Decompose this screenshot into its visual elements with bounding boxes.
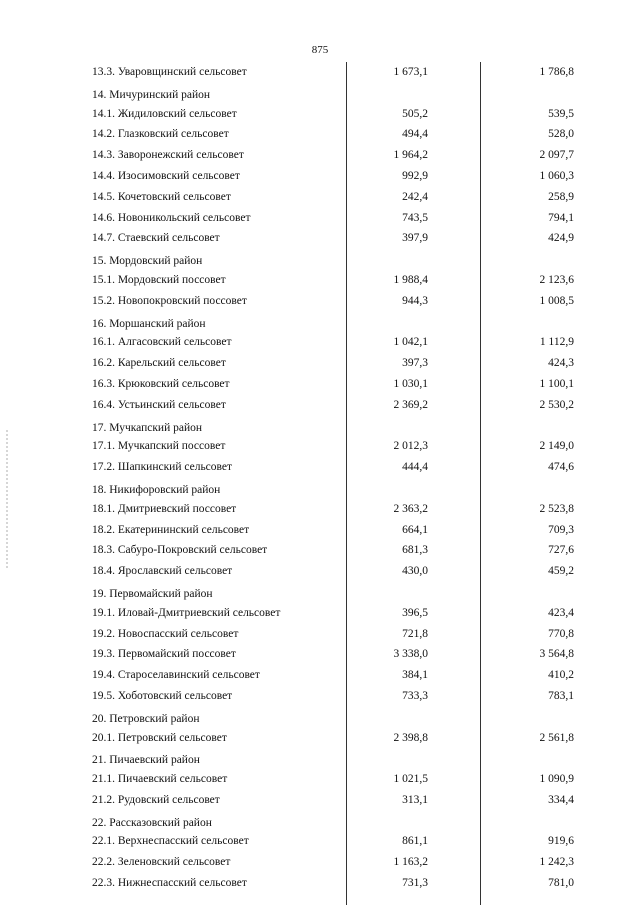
row-name: 19. Первомайский район bbox=[92, 587, 213, 600]
row-name: 18. Никифоровский район bbox=[92, 483, 221, 496]
table-row bbox=[0, 624, 640, 645]
row-value-1: 1 988,4 bbox=[393, 273, 428, 286]
district-heading-row bbox=[0, 416, 640, 437]
row-value-2: 459,2 bbox=[548, 565, 574, 578]
row-value-2: 794,1 bbox=[548, 211, 574, 224]
table-row bbox=[0, 353, 640, 374]
table-row bbox=[0, 332, 640, 353]
row-value-2: 424,9 bbox=[548, 232, 574, 245]
table-row bbox=[0, 499, 640, 520]
row-name: 17.2. Шапкинский сельсовет bbox=[92, 461, 233, 474]
row-value-1: 944,3 bbox=[402, 294, 428, 307]
row-value-2: 539,5 bbox=[548, 107, 574, 120]
row-value-2: 727,6 bbox=[548, 544, 574, 557]
district-heading-row bbox=[0, 707, 640, 728]
page-number: 875 bbox=[311, 44, 329, 56]
row-name: 22.2. Зеленовский сельсовет bbox=[92, 856, 231, 869]
row-name: 13.3. Уваровщинский сельсовет bbox=[92, 66, 247, 78]
table-row bbox=[0, 686, 640, 707]
table-row bbox=[0, 124, 640, 145]
row-name: 14.3. Заворонежский сельсовет bbox=[92, 149, 244, 162]
row-value-2: 528,0 bbox=[548, 128, 574, 141]
table-row bbox=[0, 145, 640, 166]
row-name: 17.1. Мучкапский поссовет bbox=[92, 440, 226, 453]
row-value-1: 721,8 bbox=[402, 627, 428, 640]
row-name: 14. Мичуринский район bbox=[92, 88, 211, 101]
row-value-2: 1 242,3 bbox=[539, 856, 574, 869]
row-value-2: 1 008,5 bbox=[539, 294, 574, 307]
table-row bbox=[0, 603, 640, 624]
table-row bbox=[0, 374, 640, 395]
row-value-1: 430,0 bbox=[402, 565, 428, 578]
row-value-2: 334,4 bbox=[548, 793, 574, 806]
table-row bbox=[0, 769, 640, 790]
row-value-1: 733,3 bbox=[402, 689, 428, 702]
table-row bbox=[0, 790, 640, 811]
row-name: 14.4. Изосимовский сельсовет bbox=[92, 169, 240, 182]
row-value-1: 397,3 bbox=[402, 357, 428, 370]
row-name: 21. Пичаевский район bbox=[92, 754, 200, 767]
row-name: 14.6. Новоникольский сельсовет bbox=[92, 211, 251, 224]
row-value-1: 1 163,2 bbox=[393, 856, 428, 869]
row-name: 20.1. Петровский сельсовет bbox=[92, 731, 227, 744]
row-name: 19.5. Хоботовский сельсовет bbox=[92, 689, 233, 702]
row-value-2: 2 530,2 bbox=[539, 398, 574, 411]
row-value-2: 770,8 bbox=[548, 627, 574, 640]
table-row bbox=[0, 208, 640, 229]
table-row bbox=[0, 436, 640, 457]
table-row bbox=[0, 228, 640, 249]
row-value-2: 258,9 bbox=[548, 190, 574, 203]
row-name: 18.4. Ярославский сельсовет bbox=[92, 565, 233, 578]
row-value-1: 384,1 bbox=[402, 669, 428, 682]
row-value-1: 2 398,8 bbox=[393, 731, 428, 744]
row-value-1: 313,1 bbox=[402, 793, 428, 806]
row-value-1: 664,1 bbox=[402, 523, 428, 536]
row-name: 19.4. Староселавинский сельсовет bbox=[92, 669, 260, 682]
row-value-2: 423,4 bbox=[548, 606, 574, 619]
row-name: 14.7. Стаевский сельсовет bbox=[92, 232, 220, 245]
row-name: 22.3. Нижнеспасский сельсовет bbox=[92, 877, 247, 890]
row-value-2: 709,3 bbox=[548, 523, 574, 536]
district-heading-row bbox=[0, 748, 640, 769]
district-heading-row bbox=[0, 312, 640, 333]
row-name: 16.4. Устьинский сельсовет bbox=[92, 398, 226, 411]
row-name: 16. Моршанский район bbox=[92, 317, 206, 330]
table-row bbox=[0, 166, 640, 187]
row-value-1: 1 042,1 bbox=[393, 336, 428, 349]
row-name: 15.1. Мордовский поссовет bbox=[92, 273, 226, 286]
row-name: 20. Петровский район bbox=[92, 712, 200, 725]
table-row bbox=[0, 540, 640, 561]
table-row bbox=[0, 520, 640, 541]
row-value-2: 1 112,9 bbox=[539, 336, 574, 349]
row-value-1: 861,1 bbox=[402, 835, 428, 848]
district-heading-row bbox=[0, 249, 640, 270]
row-name: 19.2. Новоспасский сельсовет bbox=[92, 627, 239, 640]
row-value-1: 1 021,5 bbox=[393, 773, 428, 786]
row-name: 15.2. Новопокровский поссовет bbox=[92, 294, 247, 307]
row-value-1: 2 369,2 bbox=[393, 398, 428, 411]
table-row bbox=[0, 873, 640, 894]
table-row bbox=[0, 665, 640, 686]
table-row bbox=[0, 62, 640, 83]
row-value-1: 743,5 bbox=[402, 211, 428, 224]
row-value-1: 2 363,2 bbox=[393, 502, 428, 515]
table-row bbox=[0, 831, 640, 852]
row-value-2: 2 561,8 bbox=[539, 731, 574, 744]
row-value-2: 2 097,7 bbox=[539, 149, 574, 162]
row-value-1: 396,5 bbox=[402, 606, 428, 619]
row-name: 21.2. Рудовский сельсовет bbox=[92, 793, 220, 806]
row-name: 14.1. Жидиловский сельсовет bbox=[92, 107, 237, 120]
row-value-1: 444,4 bbox=[402, 461, 428, 474]
row-name: 17. Мучкапский район bbox=[92, 421, 203, 434]
district-heading-row bbox=[0, 582, 640, 603]
row-value-2: 2 123,6 bbox=[539, 273, 574, 286]
row-value-2: 1 786,8 bbox=[539, 66, 574, 78]
row-value-1: 1 964,2 bbox=[393, 149, 428, 162]
table-row bbox=[0, 291, 640, 312]
row-value-1: 1 030,1 bbox=[393, 377, 428, 390]
row-value-2: 2 523,8 bbox=[539, 502, 574, 515]
row-value-2: 1 100,1 bbox=[539, 377, 574, 390]
row-value-2: 474,6 bbox=[548, 461, 574, 474]
table-row bbox=[0, 104, 640, 125]
row-value-2: 919,6 bbox=[548, 835, 574, 848]
row-name: 18.2. Екатерининский сельсовет bbox=[92, 523, 250, 536]
row-value-1: 3 338,0 bbox=[393, 648, 428, 661]
row-name: 14.2. Глазковский сельсовет bbox=[92, 128, 229, 141]
row-value-2: 424,3 bbox=[548, 357, 574, 370]
row-name: 16.2. Карельский сельсовет bbox=[92, 357, 226, 370]
row-name: 22.1. Верхнеспасский сельсовет bbox=[92, 835, 249, 848]
row-value-1: 397,9 bbox=[402, 232, 428, 245]
row-value-1: 992,9 bbox=[402, 169, 428, 182]
row-value-2: 1 090,9 bbox=[539, 773, 574, 786]
row-name: 19.3. Первомайский поссовет bbox=[92, 648, 236, 661]
table-row bbox=[0, 852, 640, 873]
row-name: 21.1. Пичаевский сельсовет bbox=[92, 773, 228, 786]
table-row bbox=[0, 728, 640, 749]
budget-table bbox=[0, 62, 640, 894]
district-heading-row bbox=[0, 811, 640, 832]
row-name: 18.1. Дмитриевский поссовет bbox=[92, 502, 237, 515]
row-name: 19.1. Иловай-Дмитриевский сельсовет bbox=[92, 606, 281, 619]
row-value-2: 1 060,3 bbox=[539, 169, 574, 182]
table-row bbox=[0, 270, 640, 291]
row-value-2: 2 149,0 bbox=[539, 440, 574, 453]
table-row bbox=[0, 561, 640, 582]
row-value-2: 781,0 bbox=[548, 877, 574, 890]
district-heading-row bbox=[0, 83, 640, 104]
row-value-2: 783,1 bbox=[548, 689, 574, 702]
row-value-2: 410,2 bbox=[548, 669, 574, 682]
row-name: 18.3. Сабуро-Покровский сельсовет bbox=[92, 544, 268, 557]
row-value-1: 681,3 bbox=[402, 544, 428, 557]
row-value-1: 242,4 bbox=[402, 190, 428, 203]
row-value-1: 2 012,3 bbox=[393, 440, 428, 453]
table-row bbox=[0, 187, 640, 208]
table-row bbox=[0, 395, 640, 416]
district-heading-row bbox=[0, 478, 640, 499]
row-name: 16.1. Алгасовский сельсовет bbox=[92, 336, 232, 349]
row-name: 22. Рассказовский район bbox=[92, 816, 212, 829]
row-value-1: 505,2 bbox=[402, 107, 428, 120]
row-value-1: 731,3 bbox=[402, 877, 428, 890]
row-value-1: 1 673,1 bbox=[393, 66, 428, 78]
row-value-2: 3 564,8 bbox=[539, 648, 574, 661]
table-row bbox=[0, 457, 640, 478]
row-name: 15. Мордовский район bbox=[92, 255, 203, 268]
row-value-1: 494,4 bbox=[402, 128, 428, 141]
row-name: 16.3. Крюковский сельсовет bbox=[92, 377, 230, 390]
row-name: 14.5. Кочетовский сельсовет bbox=[92, 190, 231, 203]
table-row bbox=[0, 644, 640, 665]
